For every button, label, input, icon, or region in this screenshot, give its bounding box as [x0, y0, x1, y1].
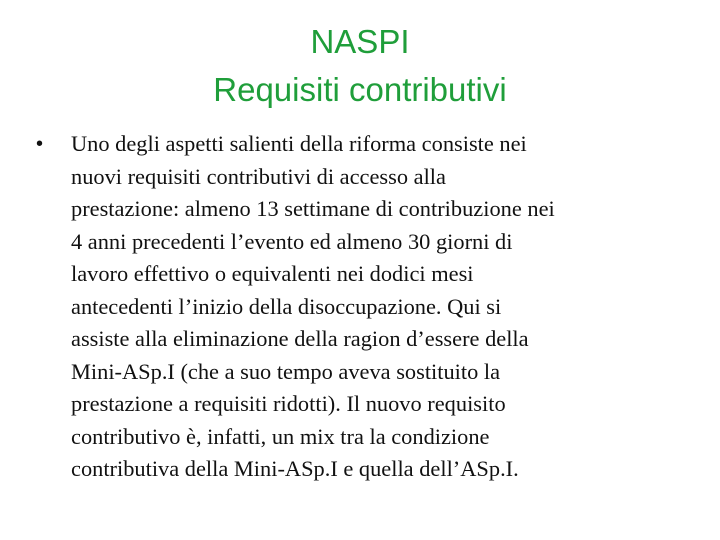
bullet-text-line: prestazione: almeno 13 settimane di contribuzione nei	[71, 196, 555, 221]
bullet-item	[36, 128, 686, 486]
bullet-text-line: Uno degli aspetti salienti della riforma consiste nei	[71, 131, 527, 156]
bullet-text-line: contributivo è, infatti, un mix tra la condizione	[71, 423, 490, 449]
slide-title-line-2: Requisiti contributivi	[213, 71, 507, 108]
bullet-icon: •	[36, 133, 44, 155]
bullet-text-line: assiste alla eliminazione della ragion d’essere della	[71, 326, 529, 351]
bullet-text	[71, 128, 686, 486]
slide-title	[0, 18, 720, 114]
bullet-text-line: 4 anni precedenti l’evento ed almeno 30 giorni di	[71, 228, 513, 254]
bullet-text-line: prestazione a requisiti ridotti). Il nuovo requisito	[71, 391, 506, 416]
slide-title-line-1: NASPI	[310, 23, 410, 60]
bullet-text-line: lavoro effettivo o equivalenti nei dodici mesi	[71, 261, 474, 286]
bullet-text-line: antecedenti l’inizio della disoccupazione. Qui si	[71, 293, 502, 319]
slide-body	[36, 128, 686, 486]
bullet-text-line: Mini-ASp.I (che a suo tempo aveva sostituito la	[71, 358, 501, 384]
bullet-text-line: contributiva della Mini-ASp.I e quella dell’ASp.I.	[71, 456, 519, 481]
bullet-text-line: nuovi requisiti contributivi di accesso alla	[71, 163, 446, 189]
